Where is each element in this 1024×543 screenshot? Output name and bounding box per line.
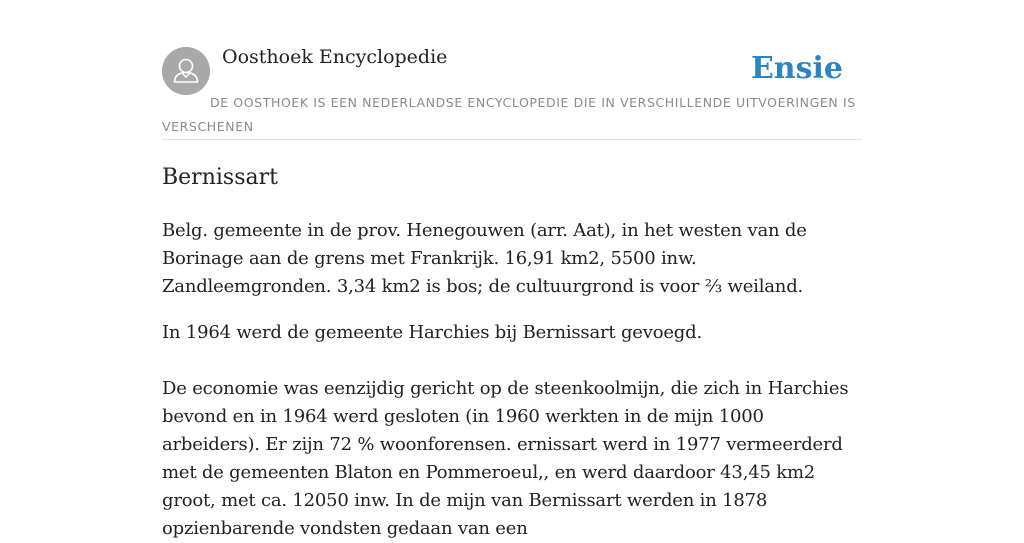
encyclopedia-description: DE OOSTHOEK IS EEN NEDERLANDSE ENCYCLOPEDIE DIE IN VERSCHILLENDE UITVOERINGEN IS VERSCHENEN xyxy=(162,95,856,134)
article-paragraph: De economie was eenzijdig gericht op de steenkoolmijn, die zich in Harchies bevond en in 1964 werd gesloten (in 1960 werkten in de mijn 1000 arbeiders). Er zijn 72 % woonforensen. ernissart werd in 1977 vermeerderd met de gemeenten Blaton en Pommeroeul,, en werd daardoor 43,45 km2 groot, met ca. 12050 inw. In de mijn van Bernissart werden in 1878 opzienbarende vondsten gedaan van een xyxy=(162,378,849,539)
article xyxy=(162,160,862,543)
article-paragraph: Belg. gemeente in de prov. Henegouwen (arr. Aat), in het westen van de Borinage aan de grens met Frankrijk. 16,91 km2, 5500 inw. Zandleemgronden. 3,34 km2 is bos; de cultuurgrond is voor ⅔ weiland. xyxy=(162,220,807,297)
user-icon[interactable] xyxy=(162,47,210,95)
article-title: Bernissart xyxy=(162,165,278,190)
encyclopedia-title-link[interactable]: Oosthoek Encyclopedie xyxy=(222,46,448,68)
article-paragraph: In 1964 werd de gemeente Harchies bij Bernissart gevoegd. xyxy=(162,322,702,343)
encyclopedia-header xyxy=(162,44,862,140)
ensie-logo-link[interactable]: Ensie xyxy=(750,51,843,86)
